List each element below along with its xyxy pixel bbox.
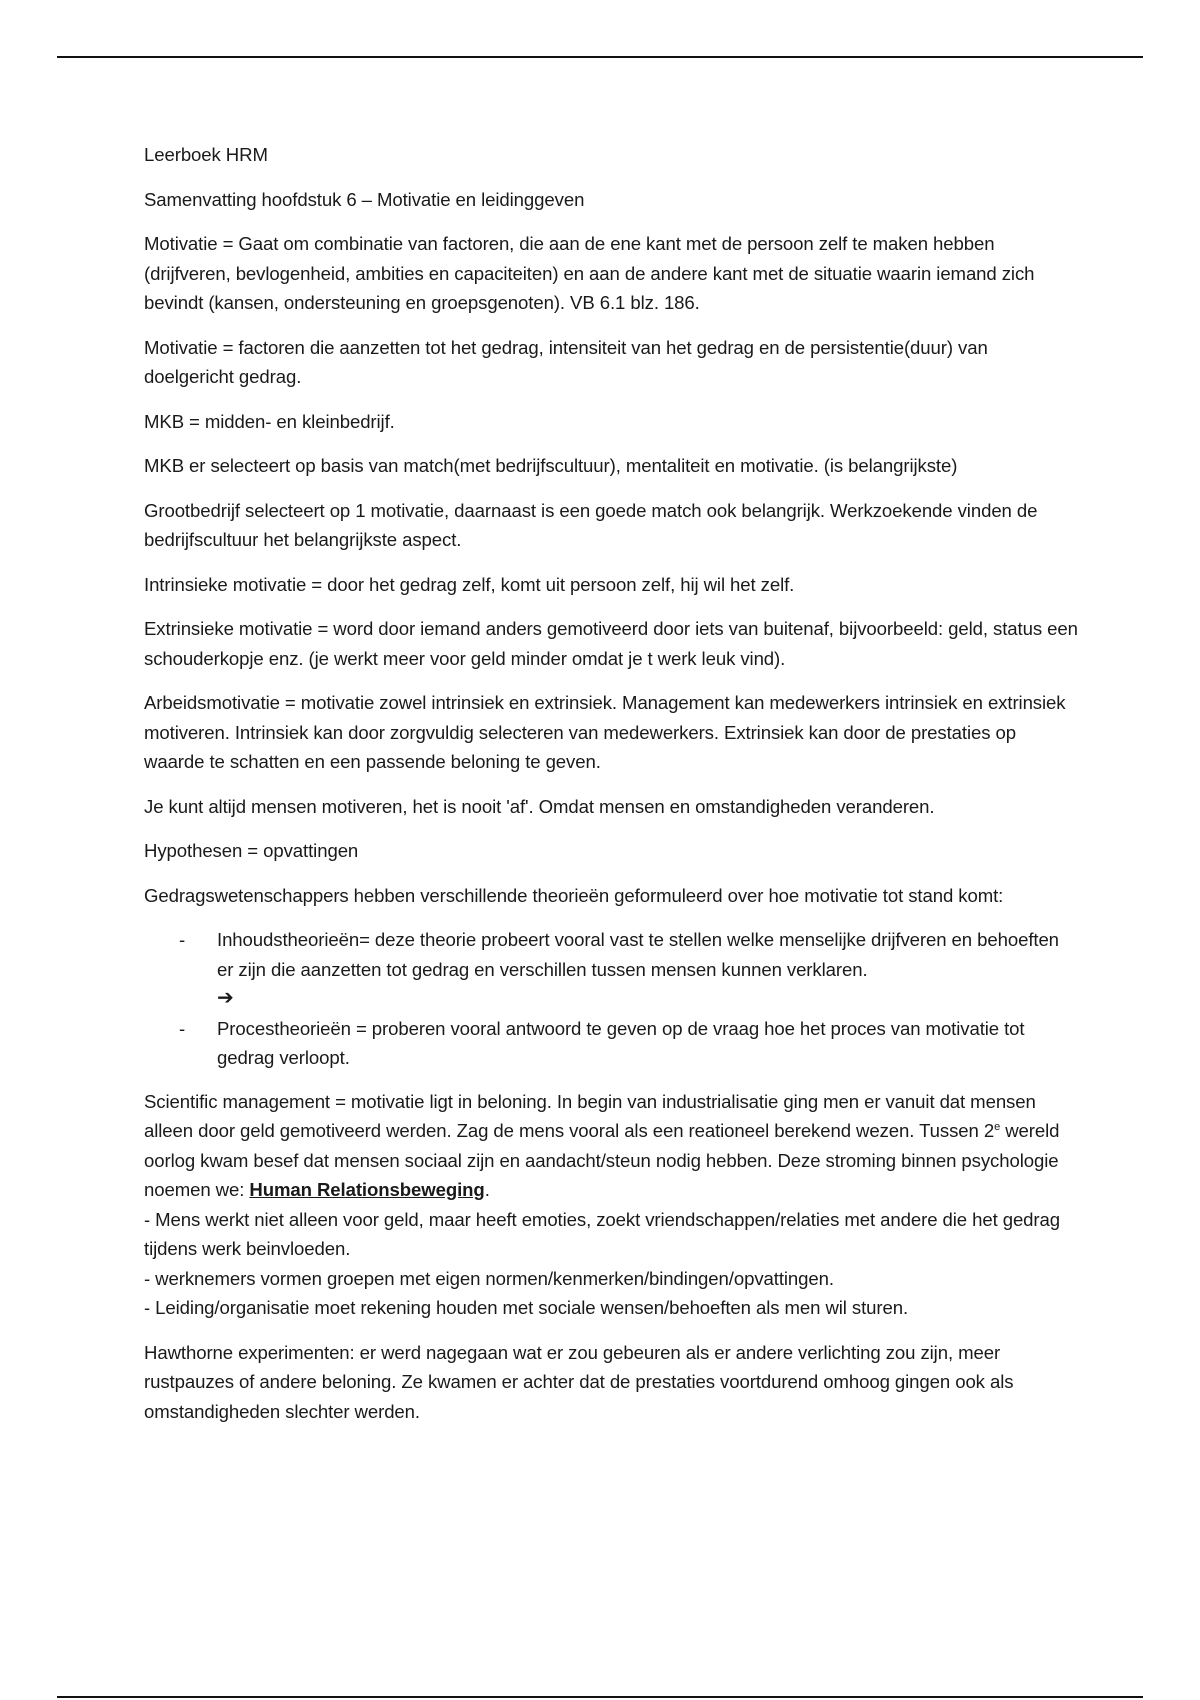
paragraph-mkb-selection: MKB er selecteert op basis van match(met bedrijfscultuur), mentaliteit en motivatie. (is belangrijkste) xyxy=(144,455,958,476)
paragraph-hypothesen: Hypothesen = opvattingen xyxy=(144,840,359,861)
scientific-management-text: Scientific management = motivatie ligt in beloning. In begin van industrialisatie ging men er vanuit dat mensen alleen door geld gemotiveerd werden. Zag de mens vooral als een reationeel berekend wezen. Tussen 2 xyxy=(144,1090,1036,1141)
list-dash: - xyxy=(179,929,186,950)
paragraph-grootbedrijf: Grootbedrijf selecteert op 1 motivatie, daarnaast is een goede match ook belangrijk. Werkzoekende vinden de bedrijfscultuur het belangrijkste aspect. xyxy=(144,499,1038,550)
paragraph-motivatie-2: Motivatie = factoren die aanzetten tot het gedrag, intensiteit van het gedrag en de persistentie(duur) van doelgericht gedrag. xyxy=(144,336,988,387)
paragraph-altijd-motiveren: Je kunt altijd mensen motiveren, het is nooit 'af'. Omdat mensen en omstandigheden veranderen. xyxy=(144,795,935,817)
paragraph-extrinsiek: Extrinsieke motivatie = word door iemand anders gemotiveerd door iets van buitenaf, bijvoorbeeld: geld, status een schouderkopje enz. (je werkt meer voor geld minder omdat je t werk leuk vind). xyxy=(144,618,1078,669)
scientific-management-text-cont: wereld oorlog kwam besef dat mensen sociaal zijn en aandacht/steun nodig hebben. Deze stroming binnen psychologie noemen we: xyxy=(144,1120,1060,1200)
bullet-line-1: - Mens werkt niet alleen voor geld, maar heeft emoties, zoekt vriendschappen/relaties met andere die het gedrag tijdens werk beinvloeden. xyxy=(144,1208,1061,1259)
list-item-text: Inhoudstheorieën= deze theorie probeert vooral vast te stellen welke menselijke drijfveren en behoeften er zijn die aanzetten tot gedrag en verschillen tussen mensen kunnen verklaren. xyxy=(217,929,1059,980)
document-body xyxy=(144,140,1079,1441)
document-title: Leerboek HRM xyxy=(144,144,268,165)
paragraph-scientific-management xyxy=(144,1087,1079,1323)
document-subtitle: Samenvatting hoofdstuk 6 – Motivatie en leidinggeven xyxy=(144,188,585,210)
paragraph-theorieen-intro: Gedragswetenschappers hebben verschillende theorieën geformuleerd over hoe motivatie tot stand komt: xyxy=(144,884,1004,906)
list-dash: - xyxy=(179,1017,186,1039)
list-item xyxy=(144,925,1079,1014)
arrow-right-icon: ➔ xyxy=(217,987,234,1009)
paragraph-arbeidsmotivatie: Arbeidsmotivatie = motivatie zowel intrinsiek en extrinsiek. Management kan medewerkers intrinsiek en extrinsiek motiveren. Intrinsiek kan door zorgvuldig selecteren van medewerkers. Extrinsiek kan door de prestaties op waarde te schatten en een passende beloning te geven. xyxy=(144,692,1066,772)
paragraph-mkb-definition: MKB = midden- en kleinbedrijf. xyxy=(144,410,395,432)
list-item xyxy=(144,1014,1079,1073)
list-item-text: Procestheorieën = proberen vooral antwoord te geven op de vraag hoe het proces van motivatie tot gedrag verloopt. xyxy=(217,1017,1025,1068)
theory-list xyxy=(144,925,1079,1073)
period: . xyxy=(484,1179,490,1200)
bullet-line-2: - werknemers vormen groepen met eigen normen/kenmerken/bindingen/opvattingen. xyxy=(144,1267,834,1289)
footer-rule xyxy=(57,1696,1143,1698)
paragraph-intrinsiek: Intrinsieke motivatie = door het gedrag zelf, komt uit persoon zelf, hij wil het zelf. xyxy=(144,573,795,595)
paragraph-hawthorne: Hawthorne experimenten: er werd nagegaan wat er zou gebeuren als er andere verlichting zou zijn, meer rustpauzes of andere beloning. Ze kwamen er achter dat de prestaties voortdurend omhoog gingen ook als omstandigheden slechter werden. xyxy=(144,1341,1014,1422)
header-rule xyxy=(57,56,1143,58)
human-relations-term: Human Relationsbeweging xyxy=(249,1179,485,1200)
paragraph-motivatie-1: Motivatie = Gaat om combinatie van factoren, die aan de ene kant met de persoon zelf te maken hebben (drijfveren, bevlogenheid, ambities en capaciteiten) en aan de andere kant met de situatie waarin iemand zich bevindt (kansen, ondersteuning en groepsgenoten). VB 6.1 blz. 186. xyxy=(144,233,1035,313)
superscript: e xyxy=(994,1120,1001,1133)
bullet-line-3: - Leiding/organisatie moet rekening houden met sociale wensen/behoeften als men wil sturen. xyxy=(144,1297,909,1318)
